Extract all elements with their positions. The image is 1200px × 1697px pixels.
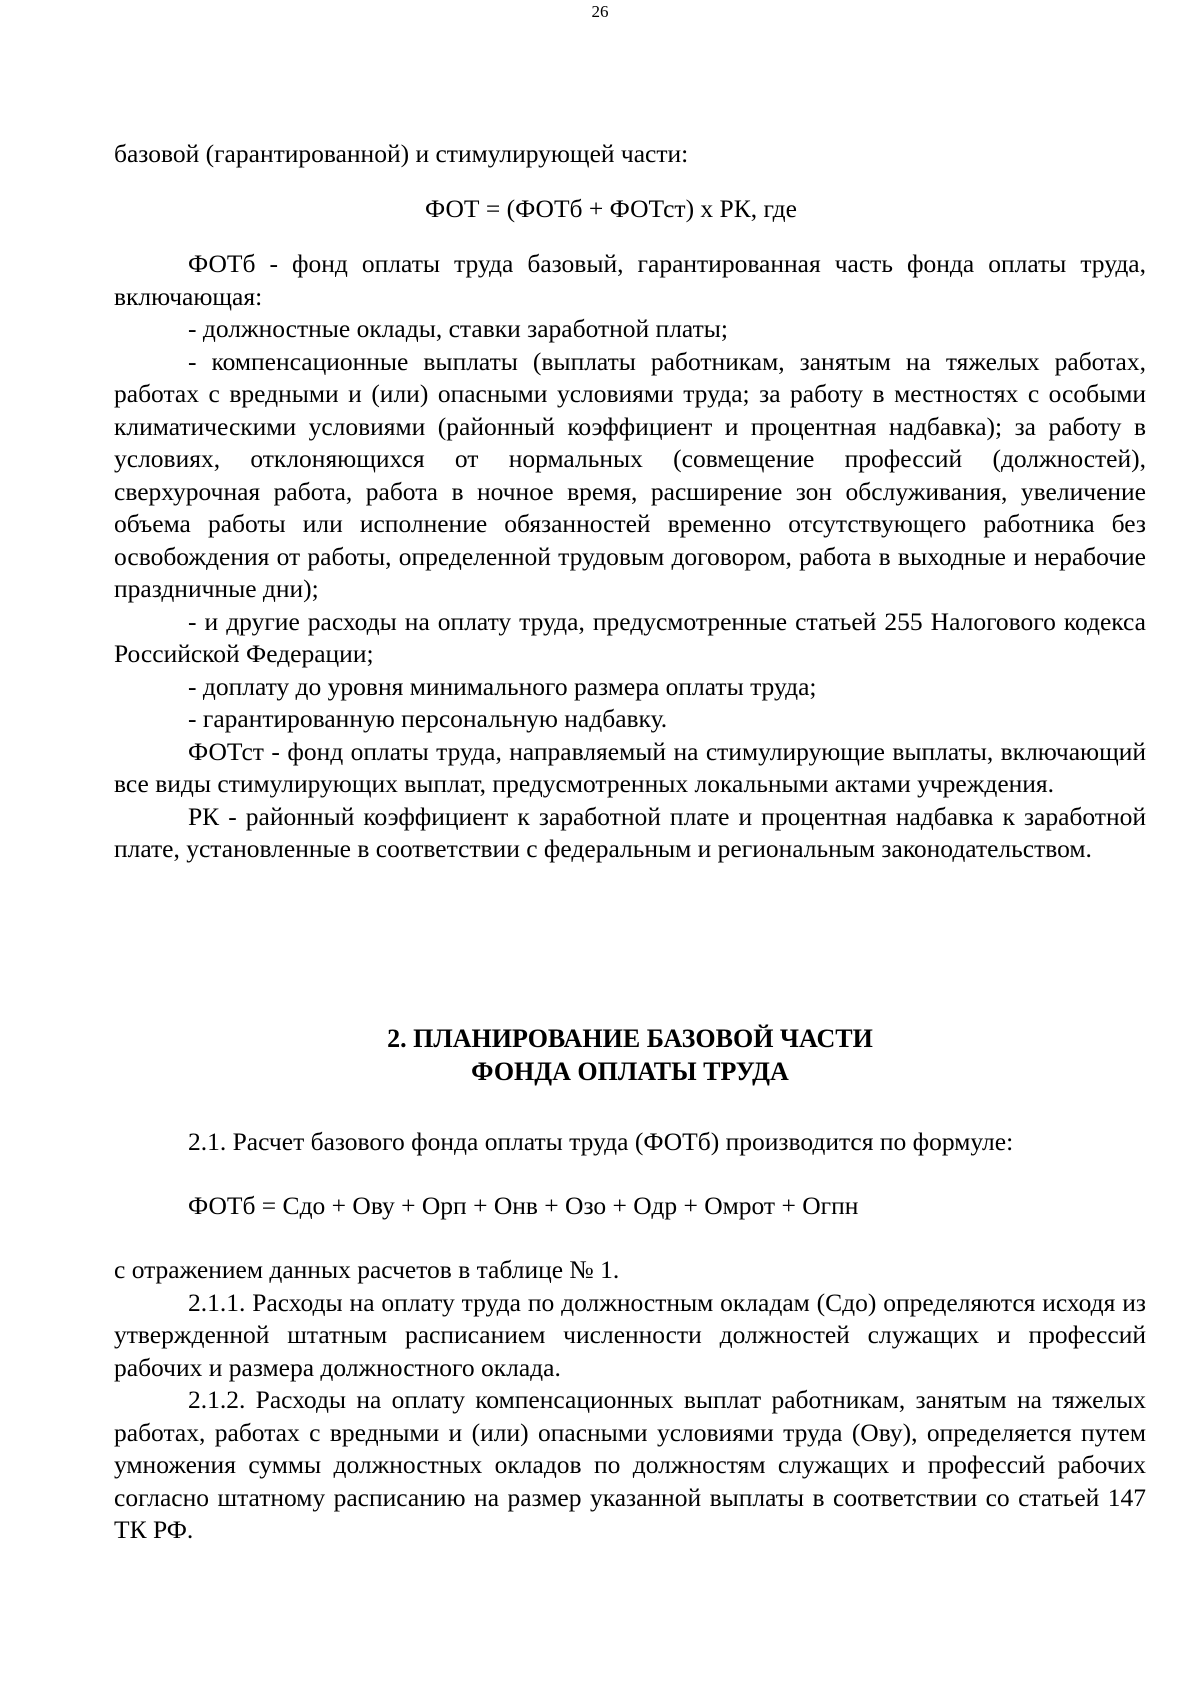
formula-fotb: ФОТб = Сдо + Ову + Орп + Онв + Озо + Одр + Омрот + Огпн	[188, 1191, 859, 1220]
definitions-block	[114, 248, 1146, 866]
section-2-heading	[114, 1022, 1146, 1088]
paragraph-2-1-1: 2.1.1. Расходы на оплату труда по должностным окладам (Сдо) определяются исходя из утвержденной штатным расписанием численности должностей служащих и профессий рабочих и размера должностного оклада.	[114, 1287, 1146, 1382]
page-number: 26	[591, 2, 609, 21]
formula-fot: ФОТ = (ФОТб + ФОТст) х РК, где	[425, 194, 797, 223]
definition-fotst: ФОТст - фонд оплаты труда, направляемый на стимулирующие выплаты, включающий все виды стимулирующих выплат, предусмотренных локальными актами учреждения.	[114, 736, 1146, 798]
list-item: - компенсационные выплаты (выплаты работникам, занятым на тяжелых работах, работах с вредными и (или) опасными условиями труда; за работу в местностях с особыми климатическими условиями (районный коэффициент и процентная надбавка); за работу в условиях, отклоняющихся от нормальных (совмещение профессий (должностей), сверхурочная работа, работа в ночное время, расширение зон обслуживания, увеличение объема работы или исполнение обязанностей временно отсутствующего работника без освобождения от работы, определенной трудовым договором, работа в выходные и нерабочие праздничные дни);	[114, 346, 1146, 603]
paragraph-2-1-text: 2.1. Расчет базового фонда оплаты труда (ФОТб) производится по формуле:	[188, 1127, 1014, 1156]
paragraph-2-1-2: 2.1.2. Расходы на оплату компенсационных выплат работникам, занятым на тяжелых работах, работах с вредными и (или) опасными условиями труда (Ову), определяется путем умножения суммы должностных окладов по должностям служащих и профессий рабочих согласно штатному расписанию на размер указанной выплаты в соответствии со статьей 147 ТК РФ.	[114, 1385, 1146, 1544]
paragraph-2-1	[114, 1126, 1146, 1159]
list-item: - и другие расходы на оплату труда, предусмотренные статьей 255 Налогового кодекса Российской Федерации;	[114, 606, 1146, 668]
list-item: - должностные оклады, ставки заработной платы;	[188, 314, 728, 343]
section-title-line-2: ФОНДА ОПЛАТЫ ТРУДА	[471, 1057, 789, 1086]
table-reference: с отражением данных расчетов в таблице № 1.	[114, 1255, 620, 1284]
intro-line: базовой (гарантированной) и стимулирующей части:	[114, 139, 689, 168]
section-title-line-1: 2. ПЛАНИРОВАНИЕ БАЗОВОЙ ЧАСТИ	[387, 1024, 873, 1053]
definition-fotb: ФОТб - фонд оплаты труда базовый, гарантированная часть фонда оплаты труда, включающая:	[114, 249, 1146, 311]
section-2-body	[114, 1254, 1146, 1547]
intro-paragraph	[114, 138, 1146, 171]
list-item: - гарантированную персональную надбавку.	[188, 704, 668, 733]
list-item: - доплату до уровня минимального размера оплаты труда;	[188, 671, 817, 701]
definition-rk: РК - районный коэффициент к заработной плате и процентная надбавка к заработной плате, установленные в соответствии с федеральным и региональным законодательством.	[114, 801, 1146, 863]
